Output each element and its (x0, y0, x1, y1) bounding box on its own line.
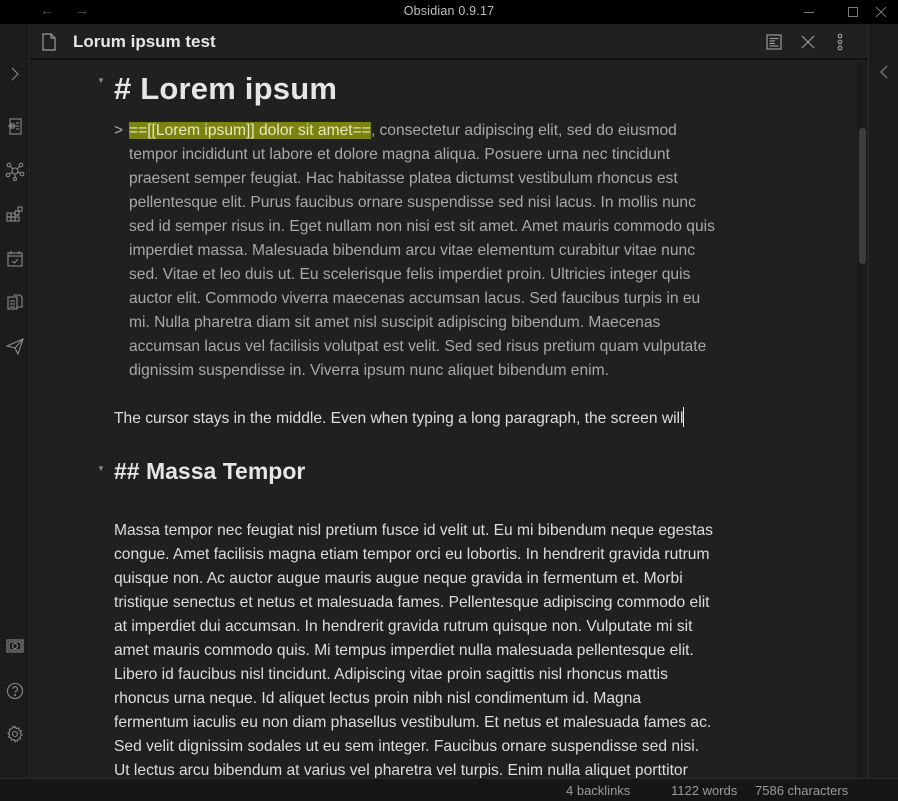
help-icon[interactable] (5, 681, 25, 701)
editor-pane (31, 24, 868, 778)
quote-marker: > (114, 122, 124, 139)
active-line[interactable] (114, 407, 684, 428)
quote-line: tempor incididunt ut labore et dolore magna aliqua. Posuere urna nec tincidunt (129, 146, 670, 163)
paragraph-line: Libero id faucibus nisl tincidunt. Adipiscing vitae proin sagittis nisl rhoncus mattis (114, 666, 668, 683)
character-count: 7586 characters (755, 783, 849, 798)
quote-line (114, 119, 774, 143)
more-options-icon[interactable] (831, 33, 849, 51)
fold-h2-chevron-icon[interactable]: ▼ (97, 464, 105, 473)
collapse-right-sidebar-chevron-icon[interactable] (877, 64, 891, 85)
expand-sidebar-chevron-icon[interactable] (5, 64, 25, 84)
pane-header (31, 24, 868, 60)
close-pane-icon[interactable] (799, 33, 817, 51)
maximize-icon[interactable] (844, 4, 862, 20)
paragraph-line: Massa tempor nec feugiat nisl pretium fusce id velit ut. Eu mi bibendum neque egestas (114, 522, 713, 539)
editor-scrollbar[interactable] (857, 62, 867, 778)
active-line-text: The cursor stays in the middle. Even when typing a long paragraph, the screen will (114, 410, 684, 427)
publish-send-icon[interactable] (5, 336, 25, 356)
paragraph-line: tristique senectus et netus et malesuada fames. Pellentesque adipiscing commodo elit (114, 594, 710, 611)
backlinks-count[interactable]: 4 backlinks (566, 783, 631, 798)
paragraph-line: at imperdiet dui accumsan. In hendrerit gravida rutrum quisque non. Vulputate mi sit (114, 618, 693, 635)
editor-content[interactable] (31, 62, 856, 778)
left-ribbon (0, 24, 30, 778)
preview-toggle-icon[interactable] (765, 33, 783, 51)
quote-line-rest: , consectetur adipiscing elit, sed do eiusmod (370, 122, 677, 139)
text-cursor (683, 407, 684, 427)
open-quick-switcher-icon[interactable] (5, 117, 25, 137)
daily-note-calendar-icon[interactable] (5, 249, 25, 269)
quote-line: accumsan lacus vel facilisis volutpat est velit. Sed sed risus pretium quam vulputate (129, 338, 707, 355)
quote-line: mi. Nulla pharetra diam sit amet nisl suscipit adipiscing bibendum. Maecenas (129, 314, 661, 331)
quote-line: praesent semper feugiat. Hac habitasse platea dictumst vestibulum rhoncus est (129, 170, 678, 187)
graph-view-icon[interactable] (5, 161, 25, 181)
community-plugins-icon[interactable] (5, 205, 25, 225)
settings-gear-icon[interactable] (5, 724, 25, 744)
quote-line: pellentesque elit. Purus faucibus ornare suspendisse sed nisi lacus. In mollis nunc (129, 194, 696, 211)
close-icon[interactable] (872, 4, 890, 20)
paragraph (114, 519, 794, 778)
arrow-right-icon[interactable]: → (75, 2, 89, 18)
paragraph-line: quisque non. Ac auctor augue mauris augue neque gravida in fermentum et. Morbi (114, 570, 683, 587)
window-title: Obsidian 0.9.17 (403, 4, 495, 18)
paragraph-line: congue. Amet facilisis magna etiam tempor orci eu lobortis. In hendrerit gravida rutrum (114, 546, 710, 563)
paragraph-line: rhoncus urna neque. Id aliquet lectus proin nibh nisl condimentum id. Magna (114, 690, 642, 707)
quote-line: auctor elit. Commodo viverra maecenas accumsan lacus. Sed faucibus turpis in eu (129, 290, 701, 307)
quote-line: sed id semper risus in. Eget nullam non nisi est sit amet. Amet mauris commodo quis (129, 218, 715, 235)
title-bar (0, 0, 898, 24)
quote-line: dignissim suspendisse in. Viverra ipsum nunc aliquet bibendum enim. (129, 362, 609, 379)
quote-line: imperdiet massa. Malesuada bibendum arcu vitae elementum curabitur vitae nunc (129, 242, 695, 259)
minimize-icon[interactable] (800, 4, 818, 20)
highlighted-link-text[interactable]: ==[[Lorem ipsum]] dolor sit amet== (129, 122, 371, 139)
paragraph-line: fermentum iaculis eu non diam phasellus vestibulum. Et netus et malesuada fames ac. (114, 714, 712, 731)
arrow-left-icon[interactable]: ← (40, 2, 54, 18)
word-count: 1122 words (671, 783, 738, 798)
right-ribbon (868, 24, 898, 778)
document-icon (41, 33, 57, 56)
fold-h1-chevron-icon[interactable]: ▼ (97, 76, 105, 85)
open-vault-icon[interactable] (5, 636, 25, 656)
paragraph-line: Sed velit dignissim sodales ut eu sem integer. Faucibus ornare suspendisse sed nisi. (114, 738, 700, 755)
templates-icon[interactable] (5, 292, 25, 312)
heading-1: # Lorem ipsum (114, 71, 338, 106)
scrollbar-thumb[interactable] (859, 128, 866, 264)
pane-title: Lorum ipsum test (73, 32, 216, 51)
quote-line: sed. Vitae et leo duis ut. Eu scelerisque felis imperdiet proin. Ultricies integer quis (129, 266, 691, 283)
status-bar (0, 778, 898, 801)
blockquote (114, 119, 774, 383)
paragraph-line: Ut lectus arcu bibendum at varius vel pharetra vel turpis. Enim nulla aliquet porttitor (114, 762, 688, 778)
heading-2: ## Massa Tempor (114, 458, 306, 484)
paragraph-line: amet mauris commodo quis. Mi tempus imperdiet nulla malesuada pellentesque elit. (114, 642, 694, 659)
